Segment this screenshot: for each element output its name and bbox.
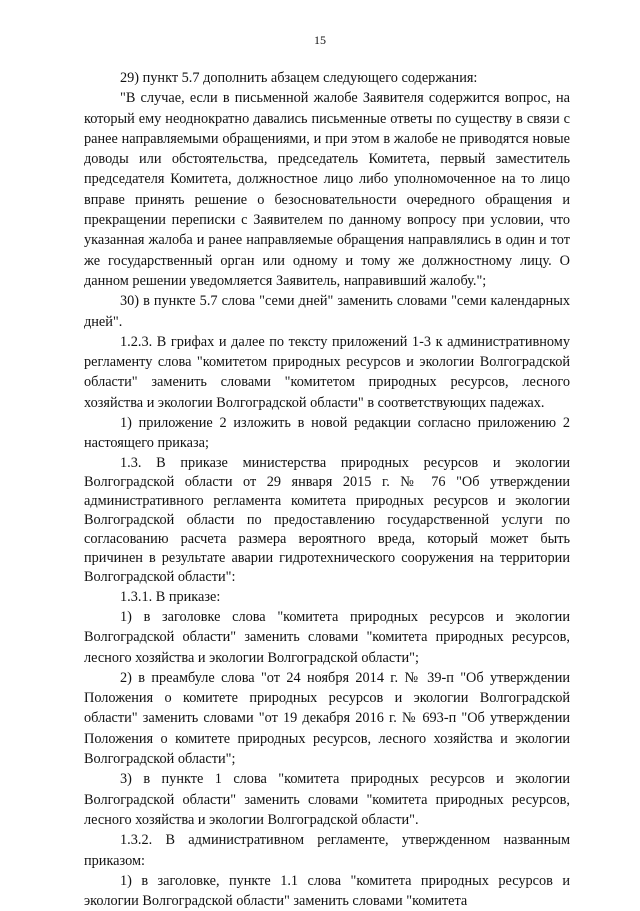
paragraph-1-2-3: 1.2.3. В грифах и далее по тексту приложений 1-3 к административному регламенту слова "комитетом природных ресурсов и экологии Волгоградской области" заменить словами "комитетом природных ресурсов, лесного хозяйства и экологии Волгоградской области" в соответствующих падежах. [84, 333, 570, 411]
paragraph-1-3: 1.3. В приказе министерства природных ресурсов и экологии Волгоградской области от 29 января 2015 г. № 76 "Об утверждении административного регламента комитета природных ресурсов и экологии Волгоградской области по предоставлению государственной услуги по согласованию расчета размера вероятного вреда, который может быть причинен в результате аварии гидротехнического сооружения на территории Волгоградской области": [84, 454, 570, 585]
page-number: 15 [314, 33, 326, 47]
paragraph-title-change: 1) в заголовке слова "комитета природных ресурсов и экологии Волгоградской области" заменить словами "комитета природных ресурсов, лесного хозяйства и экологии Волгоградской области"; [84, 608, 570, 666]
paragraph-heading-1-1-change: 1) в заголовке, пункте 1.1 слова "комитета природных ресурсов и экологии Волгоградской области" заменить словами "комитета [84, 872, 570, 910]
paragraph-item-29-intro: 29) пункт 5.7 дополнить абзацем следующего содержания: [120, 70, 478, 86]
paragraph-1-3-1: 1.3.1. В приказе: [120, 588, 221, 605]
paragraph-quoted-addition: "В случае, если в письменной жалобе Заявителя содержится вопрос, на который ему неоднократно давались письменные ответы по существу в связи с ранее направляемыми обращениями, и при этом в жалобе не приводятся новые доводы или обстоятельства, председатель Комитета, первый заместитель председателя Комитета, должностное лицо либо уполномоченное на то лицо вправе принять решение о безосновательности очередного обращения и прекращении переписки с Заявителем по данному вопросу при условии, что указанная жалоба и ранее направляемые обращения направлялись в один и тот же государственный орган или одному и тому же должностному лицу. О данном решении уведомляется Заявитель, направивший жалобу."; [84, 90, 570, 289]
document-body [84, 68, 570, 911]
paragraph-point-1-change: 3) в пункте 1 слова "комитета природных ресурсов и экологии Волгоградской области" заменить словами "комитета природных ресурсов, лесного хозяйства и экологии Волгоградской области". [84, 771, 570, 828]
paragraph-preamble-change: 2) в преамбуле слова "от 24 ноября 2014 г. № 39-п "Об утверждении Положения о комитете природных ресурсов и экологии Волгоградской области" заменить словами "от 19 декабря 2016 г. № 693-п "Об утверждении Положения о комитете природных ресурсов, лесного хозяйства и экологии Волгоградской области"; [84, 669, 570, 768]
paragraph-1-3-2: 1.3.2. В административном регламенте, утвержденном названным приказом: [84, 832, 570, 869]
paragraph-item-30: 30) в пункте 5.7 слова "семи дней" заменить словами "семи календарных дней". [84, 293, 570, 330]
paragraph-appendix-2: 1) приложение 2 изложить в новой редакции согласно приложению 2 настоящего приказа; [84, 415, 570, 452]
